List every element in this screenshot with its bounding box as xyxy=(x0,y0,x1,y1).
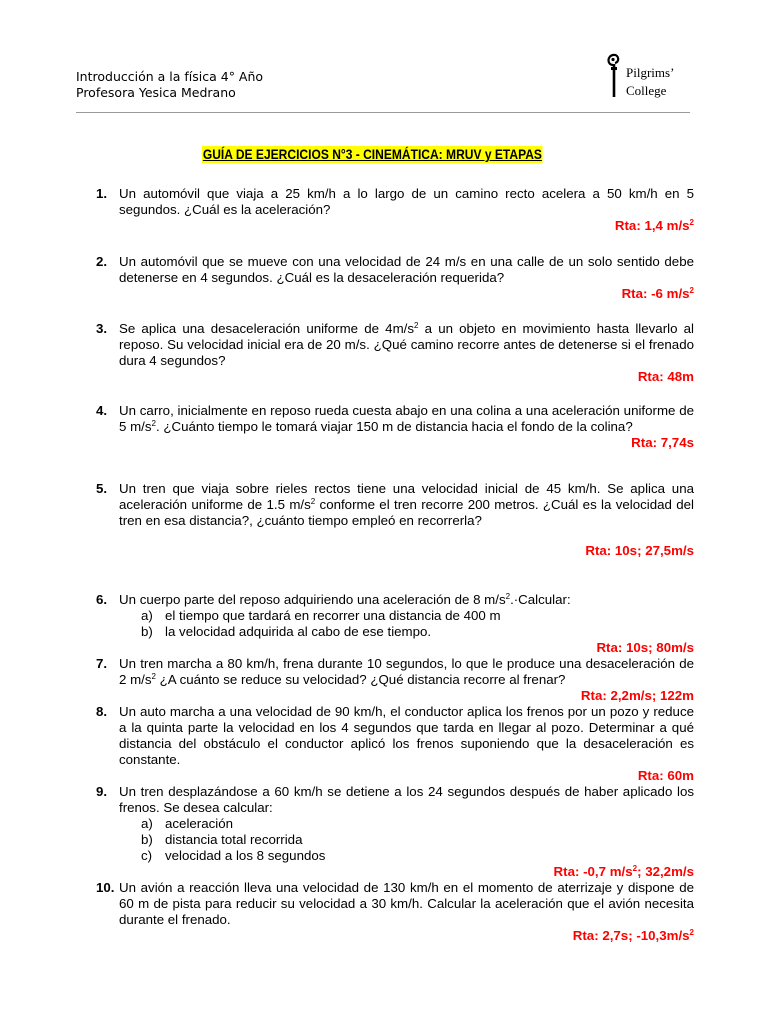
exercise-number: 3. xyxy=(96,321,108,336)
sub-question-text: velocidad a los 8 segundos xyxy=(165,848,326,863)
sub-question xyxy=(141,832,694,848)
sub-question-text: la velocidad adquirida al cabo de ese tiempo. xyxy=(165,624,432,639)
exercise-item xyxy=(96,784,694,880)
sub-question-list xyxy=(141,816,694,864)
exercise-answer: Rta: 48m xyxy=(637,369,694,384)
exercise-answer: Rta: -6 $m/s^2$ xyxy=(621,286,694,301)
exercise-answer: Rta: 2,2m/s; 122m xyxy=(580,688,694,703)
exercise-answer: Rta: 1,4 $m/s^2$ xyxy=(614,218,694,233)
sub-question-text: el tiempo que tardará en recorrer una distancia de 400 m xyxy=(165,608,501,623)
exercise-answer: Rta: 7,74s xyxy=(631,435,694,450)
sub-question xyxy=(141,848,694,864)
exercise-statement: Un tren que viaja sobre rieles rectos tiene una velocidad inicial de 45 km/h. Se aplica una aceleración uniforme de 1.5 $m/s^2$ conforme el tren recorre 200 metros. ¿Cuál es la velocidad del tren en esa distancia?, ¿cuánto tiempo empleó en recorrerla? xyxy=(119,481,694,528)
exercise-answer: Rta: 10s; 80m/s xyxy=(596,640,694,655)
header-divider xyxy=(76,112,690,113)
exercise-answer: Rta: 2,7s; $-10,3m/s^2$ xyxy=(572,928,694,943)
sub-question-text: aceleración xyxy=(165,816,234,831)
logo-text-college: College xyxy=(626,83,667,98)
bishop-crozier-icon xyxy=(604,52,624,100)
exercise-statement: Un cuerpo parte del reposo adquiriendo una aceleración de 8 $m/s^2.\cdot Calcular$: xyxy=(119,592,571,607)
exercise-item xyxy=(96,880,694,944)
sub-question xyxy=(141,816,694,832)
exercise-answer: Rta: 10s; 27,5m/s xyxy=(585,543,694,558)
page-header xyxy=(0,0,768,115)
sub-question-label: a) xyxy=(141,608,153,623)
exercise-number: 7. xyxy=(96,656,108,671)
exercise-item xyxy=(96,321,694,385)
exercise-answer: Rta: 60m xyxy=(637,768,694,783)
exercise-statement: Se aplica una desaceleración uniforme de $4m/s^2$ a un objeto en movimiento hasta llevarlo al reposo. Su velocidad inicial era de 20 m/s. ¿Qué camino recorre antes de detenerse si el frenado dura 4 segundos? xyxy=(119,321,695,368)
sub-question-label: c) xyxy=(141,848,153,863)
sub-question-label: b) xyxy=(141,624,153,639)
exercise-statement: Un avión a reacción lleva una velocidad de 130 km/h en el momento de aterrizaje y dispone de 60 m de pista para reducir su velocidad a 30 km/h. Calcular la aceleración que el avión necesita durante el frenado. xyxy=(119,880,694,927)
sub-question-label: a) xyxy=(141,816,153,831)
exercise-item xyxy=(96,403,694,451)
exercise-answer: Rta: -0,7 $m/s^2$; 32,2m/s xyxy=(553,864,694,879)
exercise-number: 4. xyxy=(96,403,108,418)
teacher-name: Profesora Yesica Medrano xyxy=(76,85,236,100)
exercise-item xyxy=(96,254,694,302)
exercise-statement: Un tren marcha a 80 km/h, frena durante 10 segundos, lo que le produce una desaceleración de 2 $m/s^2$ ¿A cuánto se reduce su velocidad? ¿Qué distancia recorre al frenar? xyxy=(119,656,694,687)
sub-question xyxy=(141,608,694,624)
exercise-statement: Un tren desplazándose a 60 km/h se detiene a los 24 segundos después de haber aplicado los frenos. Se desea calcular: xyxy=(119,784,694,815)
sub-question xyxy=(141,624,694,640)
exercise-statement: Un automóvil que viaja a 25 km/h a lo largo de un camino recto acelera a 50 km/h en 5 segundos. ¿Cuál es la aceleración? xyxy=(119,186,694,217)
exercise-number: 2. xyxy=(96,254,108,269)
exercise-item xyxy=(96,592,694,656)
exercise-item xyxy=(96,186,694,234)
exercise-number: 1. xyxy=(96,186,108,201)
exercise-number: 9. xyxy=(96,784,108,799)
exercise-statement: Un carro, inicialmente en reposo rueda cuesta abajo en una colina a una aceleración uniforme de 5 $m/s^2$. ¿Cuánto tiempo le tomará viajar 150 m de distancia hacia el fondo de la colina? xyxy=(119,403,694,434)
exercise-number: 10. xyxy=(96,880,115,895)
sub-question-text: distancia total recorrida xyxy=(165,832,303,847)
exercise-statement: Un automóvil que se mueve con una velocidad de 24 m/s en una calle de un solo sentido debe detenerse en 4 segundos. ¿Cuál es la desaceleración requerida? xyxy=(119,254,694,285)
exercise-item xyxy=(96,656,694,704)
exercise-item xyxy=(96,481,694,559)
exercise-number: 8. xyxy=(96,704,108,719)
sub-question-list xyxy=(141,608,694,640)
exercise-number: 6. xyxy=(96,592,108,607)
exercise-number: 5. xyxy=(96,481,108,496)
course-title: Introducción a la física 4° Año xyxy=(76,69,264,84)
exercise-statement: Un auto marcha a una velocidad de 90 km/h, el conductor aplica los frenos por un pozo y reduce a la quinta parte la velocidad en los 4 segundos que tarda en llegar al pozo. Determinar a qué distancia del obstáculo el conductor aplicó los frenos suponiendo que la desaceleración es constante. xyxy=(119,704,694,767)
exercise-item xyxy=(96,704,694,784)
sub-question-label: b) xyxy=(141,832,153,847)
page-title: GUÍA DE EJERCICIOS N°3 - CINEMÁTICA: MRUV y ETAPAS xyxy=(202,146,542,162)
school-logo xyxy=(604,52,704,102)
exercise-list xyxy=(96,186,694,944)
logo-text-pilgrims: Pilgrims’ xyxy=(626,65,675,80)
